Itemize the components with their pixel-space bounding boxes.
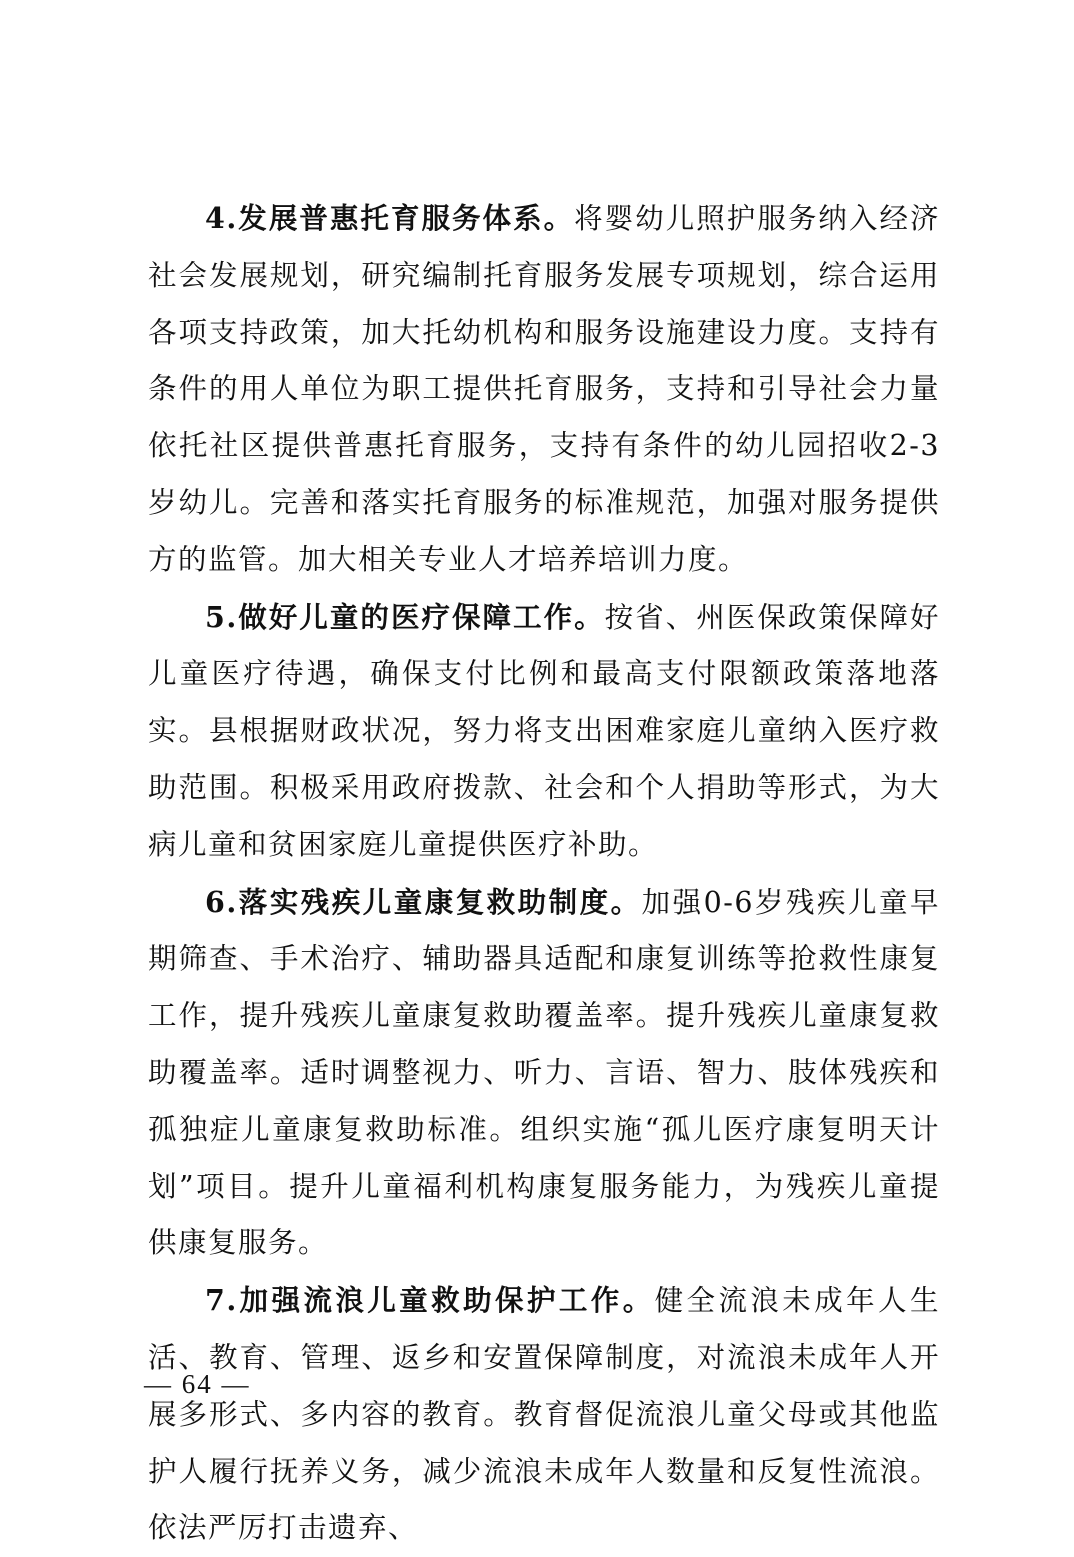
page-number: — 64 — — [144, 1369, 251, 1399]
paragraph-text: 按省、州医保政策保障好儿童医疗待遇，确保支付比例和最高支付限额政策落地落实。县根据财政状况，努力将支出困难家庭儿童纳入医疗救助范围。积极采用政府拨款、社会和个人捐助等形式，为大病儿童和贫困家庭儿童提供医疗补助。 — [148, 600, 940, 861]
paragraph-heading: 7.加强流浪儿童救助保护工作。 — [205, 1283, 655, 1318]
paragraph-5 — [148, 589, 940, 874]
paragraph-text: 加强0-6岁残疾儿童早期筛查、手术治疗、辅助器具适配和康复训练等抢救性康复工作，提升残疾儿童康复救助覆盖率。提升残疾儿童康复救助覆盖率。适时调整视力、听力、言语、智力、肢体残疾和孤独症儿童康复救助标准。组织实施“孤儿医疗康复明天计划”项目。提升儿童福利机构康复服务能力，为残疾儿童提供康复服务。 — [148, 885, 940, 1260]
paragraph-text: 将婴幼儿照护服务纳入经济社会发展规划，研究编制托育服务发展专项规划，综合运用各项支持政策，加大托幼机构和服务设施建设力度。支持有条件的用人单位为职工提供托育服务，支持和引导社会力量依托社区提供普惠托育服务，支持有条件的幼儿园招收2-3岁幼儿。完善和落实托育服务的标准规范，加强对服务提供方的监管。加大相关专业人才培养培训力度。 — [148, 202, 940, 576]
paragraph-heading: 4.发展普惠托育服务体系。 — [205, 201, 575, 235]
paragraph-heading: 5.做好儿童的医疗保障工作。 — [205, 599, 605, 634]
paragraph-heading: 6.落实残疾儿童康复救助制度。 — [205, 884, 642, 919]
document-body — [148, 190, 940, 1557]
paragraph-7 — [148, 1272, 940, 1557]
paragraph-4 — [148, 190, 940, 589]
paragraph-text: 健全流浪未成年人生活、教育、管理、返乡和安置保障制度，对流浪未成年人开展多形式、多内容的教育。教育督促流浪儿童父母或其他监护人履行抚养义务，减少流浪未成年人数量和反复性流浪。依法严厉打击遗弃、 — [148, 1284, 940, 1545]
paragraph-6 — [148, 874, 940, 1273]
